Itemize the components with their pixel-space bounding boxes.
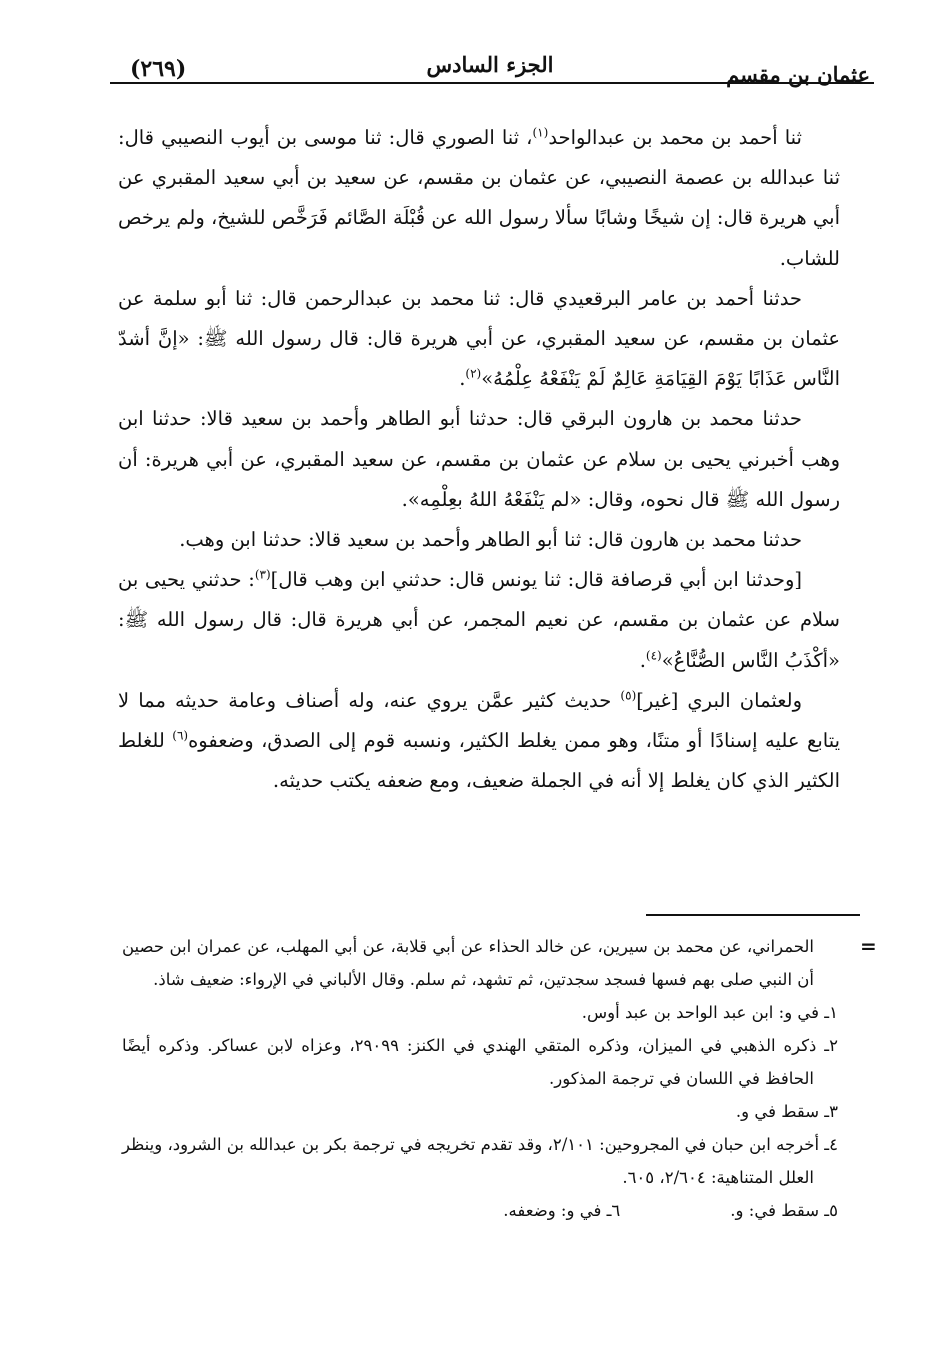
paragraph-1: ثنا أحمد بن محمد بن عبدالواحد$^{(١)}$، ثنا الصوري قال: ثنا موسى بن أيوب النصيبي قال: ثنا عبدالله بن عصمة النصيبي، عن عثمان بن مقسم، عن سعيد بن أبي سعيد المقبري عن أبي هريرة قال: إن شيخًا وشابًا سألا رسول الله عن قُبْلَة الصَّائم فَرَخَّص للشيخ، ولم يرخص للشاب.	[118, 125, 840, 270]
footnote-3: ٣ـ سقط في و.	[735, 1102, 838, 1121]
main-text	[118, 118, 840, 801]
footnotes	[122, 930, 838, 1227]
running-title: عثمان بن مقسم	[726, 62, 870, 87]
footnotes-5-6	[122, 1194, 838, 1227]
footnote-5: ٥ـ سقط في: و.	[730, 1201, 838, 1220]
footnote-6: ٦ـ في و: وضعفه.	[503, 1201, 621, 1220]
footnote-ref-1: (١)	[532, 125, 549, 140]
footnote-4: ٤ـ أخرجه ابن حبان في المجروحين: ٢/١٠١، وقد تقدم تخريجه في ترجمة بكر بن عبدالله بن الشرود، وينظر العلل المتناهية: ٢/٦٠٤، ٦٠٥.	[122, 1135, 839, 1187]
footnote-ref-5: (٥)	[620, 688, 637, 703]
page-header	[110, 52, 870, 92]
paragraph-5: [وحدثنا ابن أبي قرصافة قال: ثنا يونس قال: حدثني ابن وهب قال]$^{(٣)}$: حدثني يحيى بن سلام عن عثمان بن مقسم، عن نعيم المجمر، عن أبي هريرة قال: قال رسول الله ﷺ: «أكْذَبُ النَّاس الصُّنَّاعُ»$^{(٤)}$.	[118, 567, 840, 672]
footnote-ref-3: (٣)	[254, 567, 271, 582]
footnote-ref-2: (٢)	[465, 366, 482, 381]
paragraph-6: ولعثمان البري [غير]$^{(٥)}$ حديث كثير عمَّن يروي عنه، وله أصناف وعامة حديثه مما لا يتابع عليه إسنادًا أو متنًا، وهو ممن يغلط الكثير، ونسبه قوم إلى الصدق، وضعفوه$^{(٦)}$ للغلط الكثير الذي كان يغلط إلا أنه في الجملة ضعيف، ومع ضعفه يكتب حديثه.	[118, 688, 841, 793]
footnote-1: ١ـ في و: ابن عبد الواحد بن عبد أوس.	[581, 1003, 838, 1022]
volume-title: الجزء السادس	[426, 52, 554, 77]
header-rule	[110, 82, 874, 84]
footnote-ref-6: (٦)	[172, 728, 189, 743]
footnote-ref-4: (٤)	[645, 648, 662, 663]
page-number: (٢٦٩)	[130, 56, 187, 82]
footnote-rule	[646, 914, 860, 916]
footnote-continued: الحمراني، عن محمد بن سيرين، عن خالد الحذاء عن أبي قلابة، عن أبي المهلب، عن عمران ابن حصين أن النبي صلى بهم فسها فسجد سجدتين، ثم تشهد، ثم سلم. وقال الألباني في الإرواء: ضعيف شاذ.	[122, 937, 814, 989]
footnote-2: ٢ـ ذكره الذهبي في الميزان، وذكره المتقي الهندي في الكنز: ٢٩٠٩٩، وعزاه لابن عساكر. وذكره أيضًا الحافظ في اللسان في ترجمة المذكور.	[122, 1036, 838, 1088]
paragraph-2: حدثنا أحمد بن عامر البرقعيدي قال: ثنا محمد بن عبدالرحمن قال: ثنا أبو سلمة عن عثمان بن مقسم، عن سعيد المقبري، عن أبي هريرة قال: قال رسول الله ﷺ: «إنَّ أشدّ النَّاس عَذَابًا يَوْمَ القِيَامَةِ عَالِمٌ لَمْ يَنْفَعْهُ عِلْمُهُ»$^{(٢)}$.	[118, 286, 840, 391]
paragraph-3: حدثنا محمد بن هارون البرقي قال: حدثنا أبو الطاهر وأحمد بن سعيد قالا: حدثنا ابن وهب أخبرني يحيى بن سلام عن عثمان بن مقسم، عن سعيد المقبري، عن أبي هريرة: أن رسول الله ﷺ قال نحوه، وقال: «لم يَنْفَعْهُ اللهُ بعِلْمِه».	[118, 407, 840, 511]
continuation-mark: =	[860, 934, 877, 958]
paragraph-4: حدثنا محمد بن هارون قال: ثنا أبو الطاهر وأحمد بن سعيد قالا: حدثنا ابن وهب.	[179, 528, 802, 552]
